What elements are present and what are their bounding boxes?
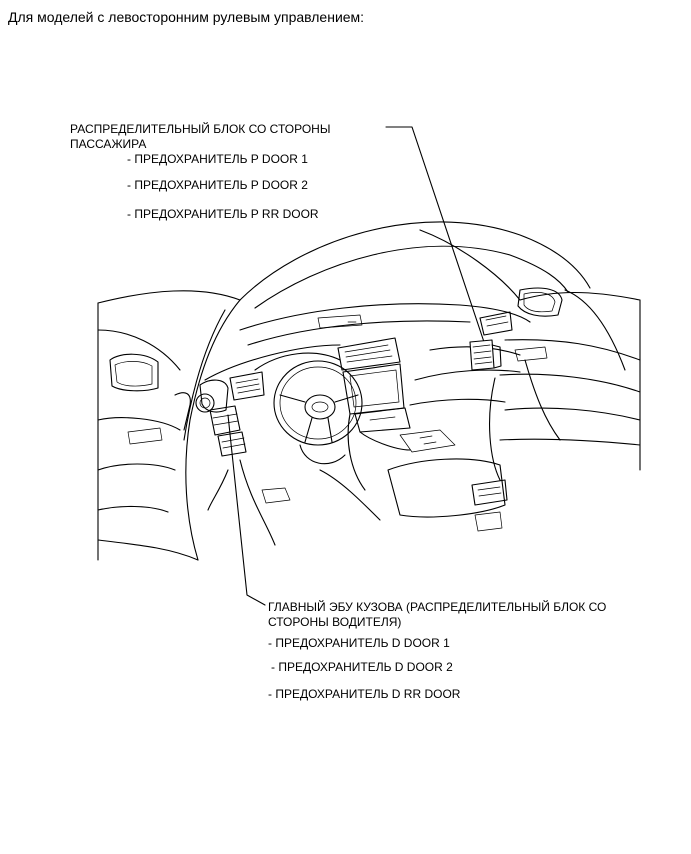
rear-console	[208, 459, 507, 545]
driver-leader-line	[228, 415, 265, 605]
main-body-ecu	[210, 406, 246, 456]
fuse-p-door-1: - ПРЕДОХРАНИТЕЛЬ P DOOR 1	[127, 152, 308, 166]
right-door	[480, 288, 640, 480]
left-mirror	[110, 354, 158, 391]
fuse-p-door-2: - ПРЕДОХРАНИТЕЛЬ P DOOR 2	[127, 178, 308, 192]
fuse-d-rr-door: - ПРЕДОХРАНИТЕЛЬ D RR DOOR	[268, 687, 461, 701]
left-door	[98, 300, 240, 560]
instrument-cluster	[196, 353, 340, 412]
fuse-p-rr-door: - ПРЕДОХРАНИТЕЛЬ P RR DOOR	[127, 207, 319, 221]
fuse-d-door-2: - ПРЕДОХРАНИТЕЛЬ D DOOR 2	[271, 660, 453, 674]
main-body-ecu-label-cont: СТОРОНЫ ВОДИТЕЛЯ)	[268, 615, 402, 629]
fuse-d-door-1: - ПРЕДОХРАНИТЕЛЬ D DOOR 1	[268, 636, 450, 650]
center-display	[343, 364, 404, 414]
passenger-junction-block	[470, 340, 501, 370]
leader-lines	[228, 127, 485, 605]
main-body-ecu-label: ГЛАВНЫЙ ЭБУ КУЗОВА (РАСПРЕДЕЛИТЕЛЬНЫЙ БЛОК СО	[268, 600, 607, 614]
left-door-handle	[128, 428, 162, 444]
right-door-handle	[515, 347, 547, 361]
passenger-junction-block-label: РАСПРЕДЕЛИТЕЛЬНЫЙ БЛОК СО СТОРОНЫ	[70, 122, 331, 136]
page-title: Для моделей с левосторонним рулевым управлением:	[8, 9, 365, 25]
passenger-junction-block-label-cont: ПАССАЖИРА	[70, 137, 147, 151]
